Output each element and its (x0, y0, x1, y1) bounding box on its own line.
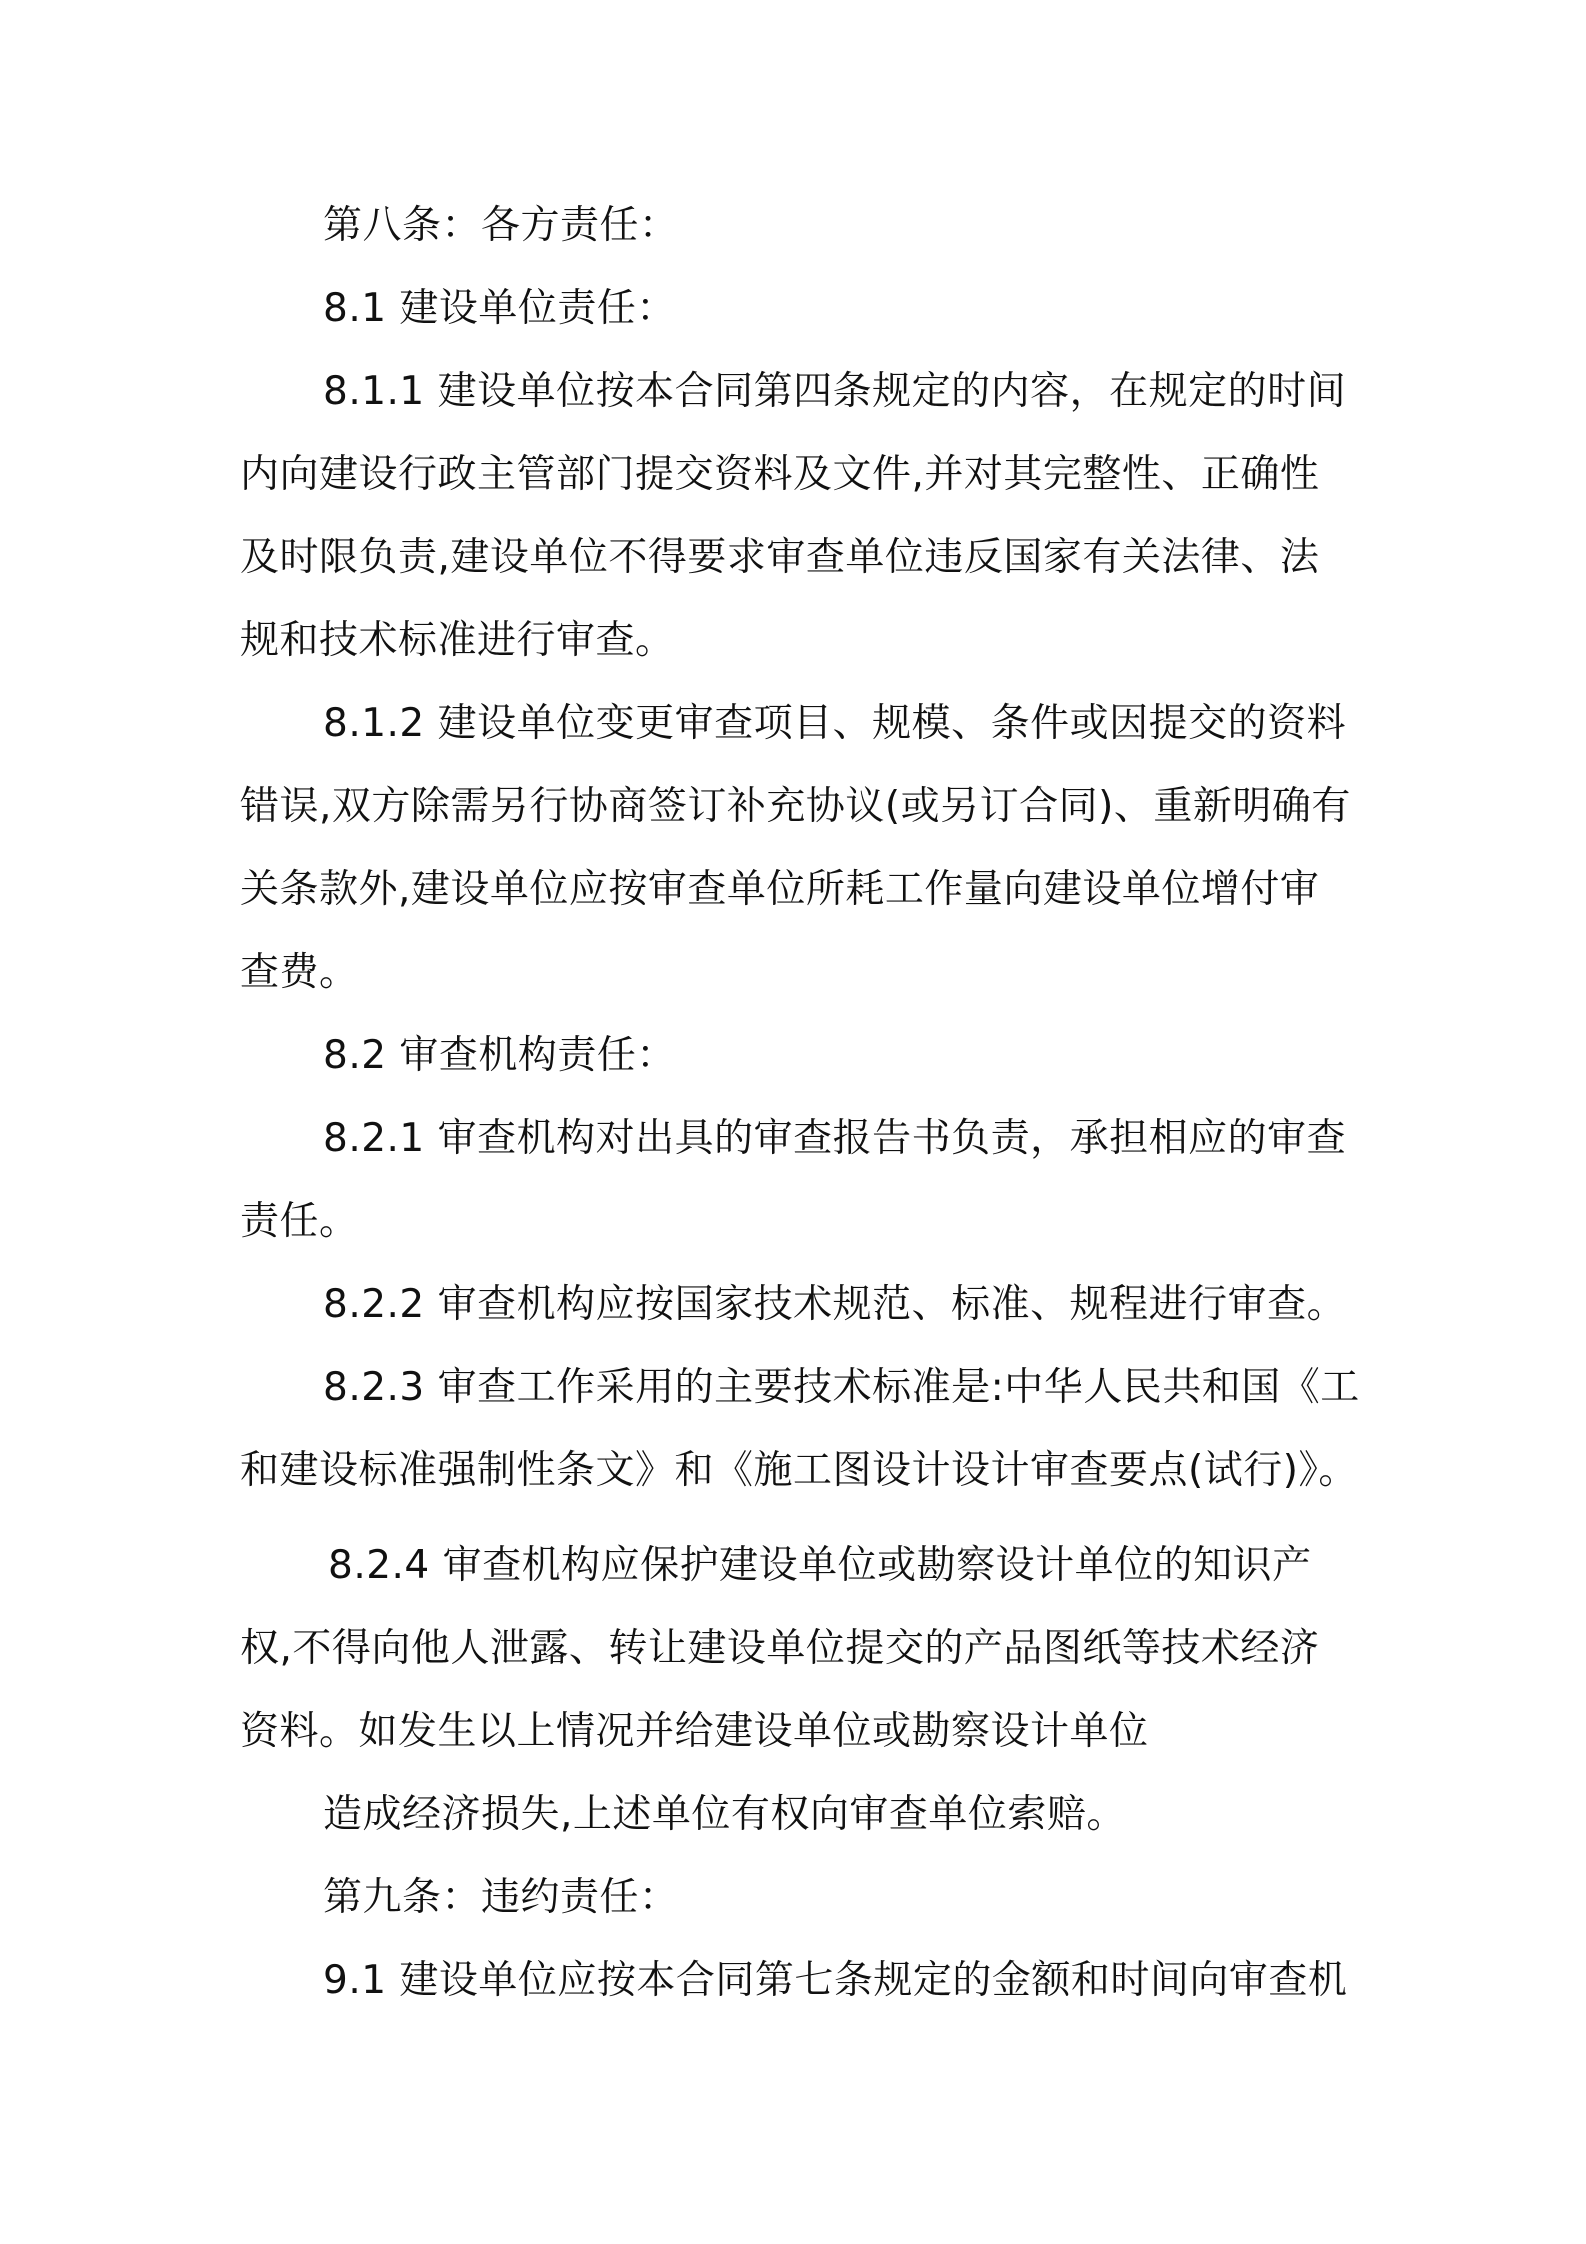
article-9-heading: 第九条：违约责任： (323, 1875, 679, 1920)
clause-8-2-3-line-2: 和建设标准强制性条文》和《施工图设计设计审查要点(试行)》。 (240, 1448, 1358, 1493)
article-8-heading: 第八条：各方责任： (323, 203, 679, 248)
clause-8-1-2-line-3: 关条款外,建设单位应按审查单位所耗工作量向建设单位增付审 (240, 867, 1320, 912)
clause-8-2-2: 8.2.2 审查机构应按国家技术规范、标准、规程进行审查。 (323, 1282, 1347, 1327)
clause-8-2-1-line-2: 责任。 (240, 1199, 359, 1244)
clause-8-2-1-line-1: 8.2.1 审查机构对出具的审查报告书负责，承担相应的审查 (323, 1116, 1347, 1161)
clause-8-2-4-line-1: 8.2.4 审查机构应保护建设单位或勘察设计单位的知识产 (328, 1543, 1312, 1588)
clause-8-1-2-line-2: 错误,双方除需另行协商签订补充协议(或另订合同)、重新明确有 (240, 784, 1351, 829)
clause-8-1-2-line-1: 8.1.2 建设单位变更审查项目、规模、条件或因提交的资料 (323, 701, 1347, 746)
clause-8-1-2-line-4: 查费。 (240, 950, 359, 995)
clause-8-1-1-line-1: 8.1.1 建设单位按本合同第四条规定的内容，在规定的时间 (323, 369, 1347, 414)
clause-8-2-4-line-2: 权,不得向他人泄露、转让建设单位提交的产品图纸等技术经济 (240, 1626, 1320, 1671)
clause-8-1-1-line-3: 及时限负责,建设单位不得要求审查单位违反国家有关法律、法 (240, 535, 1320, 580)
section-8-2-heading: 8.2 审查机构责任： (323, 1033, 676, 1078)
clause-8-2-4-line-3: 资料。如发生以上情况并给建设单位或勘察设计单位 (240, 1709, 1149, 1754)
clause-8-2-3-line-1: 8.2.3 审查工作采用的主要技术标准是:中华人民共和国《工 (323, 1365, 1360, 1410)
clause-9-1-line-1: 9.1 建设单位应按本合同第七条规定的金额和时间向审查机 (323, 1958, 1348, 2003)
clause-8-2-4-line-4: 造成经济损失,上述单位有权向审查单位索赔。 (323, 1792, 1126, 1837)
clause-8-1-1-line-2: 内向建设行政主管部门提交资料及文件,并对其完整性、正确性 (240, 452, 1320, 497)
clause-8-1-1-line-4: 规和技术标准进行审查。 (240, 618, 675, 663)
section-8-1-heading: 8.1 建设单位责任： (323, 286, 676, 331)
